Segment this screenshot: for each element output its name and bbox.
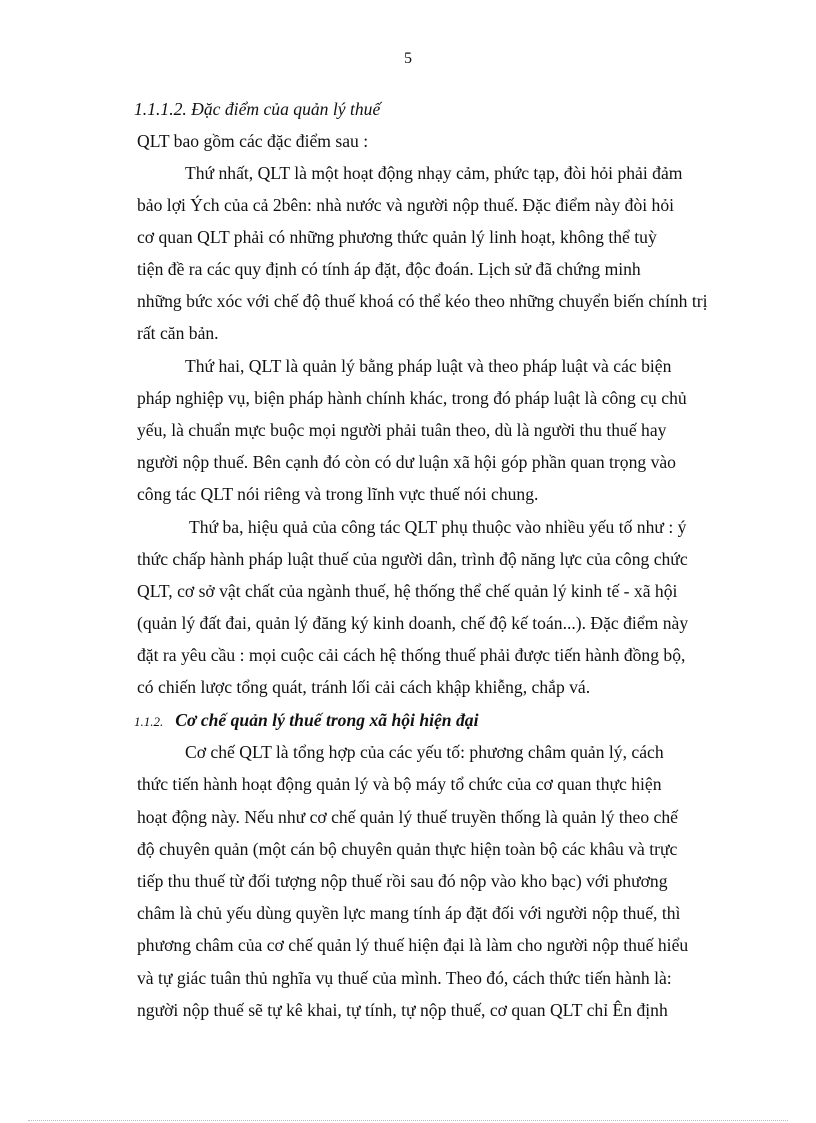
body-line: công tác QLT nói riêng và trong lĩnh vực thuế nói chung. [137, 484, 539, 504]
body-line: tiếp thu thuế từ đối tượng nộp thuế rồi sau đó nộp vào kho bạc) với phương [137, 871, 668, 891]
body-line: người nộp thuế. Bên cạnh đó còn có dư luận xã hội góp phần quan trọng vào [137, 452, 676, 472]
page-number: 5 [404, 50, 412, 67]
body-line: thức chấp hành pháp luật thuế của người dân, trình độ năng lực của công chức [137, 549, 688, 569]
body-line: bảo lợi Ých của cả 2bên: nhà nước và người nộp thuế. Đặc điểm này đòi hỏi [137, 195, 675, 215]
body-line: (quản lý đất đai, quản lý đăng ký kinh doanh, chế độ kế toán...). Đặc điểm này [137, 613, 689, 633]
section-heading [134, 709, 478, 733]
body-line: có chiến lược tổng quát, tránh lối cải cách khập khiễng, chắp vá. [137, 677, 591, 697]
body-line: cơ quan QLT phải có những phương thức quản lý linh hoạt, không thể tuỳ [137, 227, 657, 247]
body-line: rất căn bản. [137, 323, 219, 343]
body-line: Thứ nhất, QLT là một hoạt động nhạy cảm, phức tạp, đòi hỏi phải đảm [185, 163, 683, 183]
body-line: tiện đề ra các quy định có tính áp đặt, độc đoán. Lịch sử đã chứng minh [137, 259, 641, 279]
body-line: người nộp thuế sẽ tự kê khai, tự tính, tự nộp thuế, cơ quan QLT chỉ Ên định [137, 1000, 668, 1020]
section-number: 1.1.2. [134, 714, 164, 729]
body-line: QLT bao gồm các đặc điểm sau : [137, 131, 369, 151]
body-line: Thứ hai, QLT là quản lý bằng pháp luật và theo pháp luật và các biện [185, 356, 672, 376]
body-line: phương châm của cơ chế quản lý thuế hiện đại là làm cho người nộp thuế hiểu [137, 935, 689, 955]
section-heading: 1.1.1.2. Đặc điểm của quản lý thuế [134, 99, 381, 119]
body-line: đặt ra yêu cầu : mọi cuộc cải cách hệ thống thuế phải được tiến hành đồng bộ, [137, 645, 686, 665]
body-line: QLT, cơ sở vật chất của ngành thuế, hệ thống thể chế quản lý kinh tế - xã hội [137, 581, 678, 601]
body-line: hoạt động này. Nếu như cơ chế quản lý thuế truyền thống là quản lý theo chế [137, 807, 678, 827]
body-line: và tự giác tuân thủ nghĩa vụ thuế của mình. Theo đó, cách thức tiến hành là: [137, 968, 672, 988]
page-bottom-border [28, 1120, 788, 1121]
body-line: thức tiến hành hoạt động quản lý và bộ máy tổ chức của cơ quan thực hiện [137, 774, 662, 794]
body-line: châm là chủ yếu dùng quyền lực mang tính áp đặt đối với người nộp thuế, thì [137, 903, 681, 923]
body-line: Cơ chế QLT là tổng hợp của các yếu tố: phương châm quản lý, cách [185, 742, 664, 762]
body-line: pháp nghiệp vụ, biện pháp hành chính khác, trong đó pháp luật là công cụ chủ [137, 388, 687, 408]
body-line: độ chuyên quản (một cán bộ chuyên quản thực hiện toàn bộ các khâu và trực [137, 839, 678, 859]
body-line: những bức xóc với chế độ thuế khoá có thể kéo theo những chuyển biến chính trị [137, 291, 708, 311]
section-title: Cơ chế quản lý thuế trong xã hội hiện đại [175, 710, 479, 730]
body-line: yếu, là chuẩn mực buộc mọi người phải tuân theo, dù là người thu thuế hay [137, 420, 667, 440]
body-line: Thứ ba, hiệu quả của công tác QLT phụ thuộc vào nhiều yếu tố như : ý [189, 517, 687, 537]
